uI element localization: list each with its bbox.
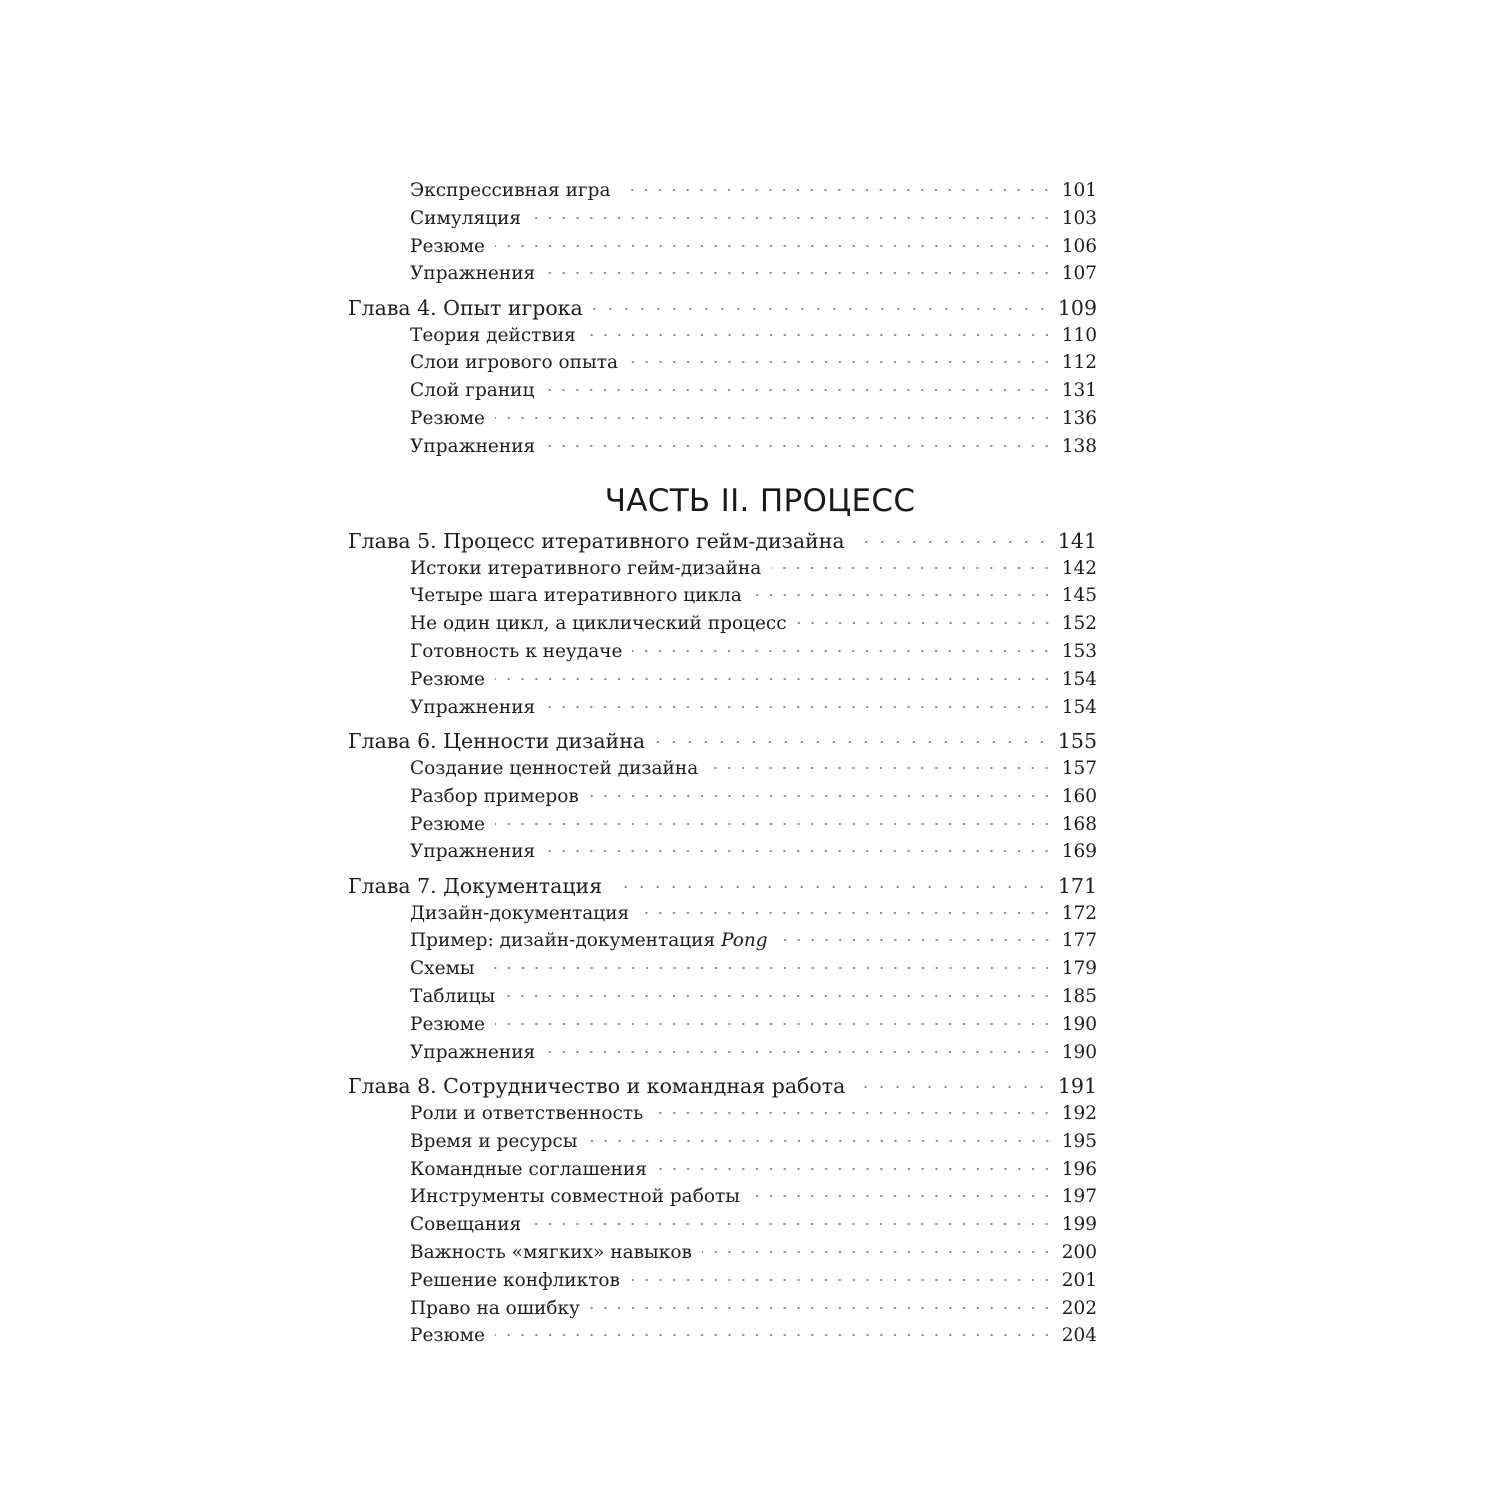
toc-entry (348, 322, 1097, 350)
toc-entry-title: Резюме (410, 813, 485, 835)
toc-entry-page: 153 (1061, 641, 1097, 663)
toc-entry-page: 200 (1061, 1241, 1097, 1263)
toc-entry-page: 199 (1061, 1214, 1097, 1236)
toc-entry (348, 927, 1097, 955)
toc-entry-page: 152 (1061, 613, 1097, 635)
toc-entry (348, 433, 1097, 461)
dot-leader (505, 995, 1053, 997)
toc-entry (348, 349, 1097, 377)
dot-leader (855, 541, 1050, 543)
toc-entry (348, 783, 1097, 811)
dot-leader (495, 678, 1054, 680)
part-heading: ЧАСТЬ II. ПРОЦЕСС (604, 482, 916, 519)
toc-entry-title-italic: Pong (721, 930, 768, 952)
toc-entry (348, 1183, 1097, 1211)
dot-leader (620, 189, 1053, 191)
table-of-contents (348, 177, 1097, 1350)
dot-leader (657, 1168, 1054, 1170)
dot-leader (586, 334, 1054, 336)
toc-entry-page: 154 (1061, 696, 1097, 718)
dot-leader (495, 245, 1054, 247)
chapter-title: Глава 7. Документация (348, 873, 603, 898)
toc-entry-title-text: Пример: дизайн-документация (410, 930, 722, 952)
dot-leader (495, 1023, 1054, 1025)
toc-entry (348, 1011, 1097, 1039)
toc-entry-title: Теория действия (410, 324, 576, 346)
toc-entry (348, 260, 1097, 288)
toc-entry-page: 190 (1061, 1041, 1097, 1063)
toc-entry-title: Резюме (410, 1013, 485, 1035)
toc-entry-title: Инструменты совместной работы (410, 1186, 740, 1208)
dot-leader (750, 1195, 1054, 1197)
toc-entry (348, 233, 1097, 261)
dot-leader (778, 939, 1054, 941)
dot-leader (628, 361, 1054, 363)
toc-entry-title: Экспрессивная игра (410, 180, 611, 201)
toc-entry-page: 192 (1061, 1102, 1097, 1124)
toc-entry-title: Резюме (410, 408, 485, 430)
toc-entry-page: 185 (1061, 986, 1097, 1008)
chapter-entry (348, 294, 1097, 322)
dot-leader (589, 795, 1054, 797)
toc-entry-page: 138 (1061, 435, 1097, 457)
chapter-entry (348, 872, 1097, 900)
chapter-title: Глава 8. Сотрудничество и командная работа (348, 1073, 846, 1098)
dot-leader (593, 308, 1050, 310)
toc-entry-page: 197 (1061, 1186, 1097, 1208)
toc-entry (348, 900, 1097, 928)
toc-entry-title: Роли и ответственность (410, 1102, 644, 1124)
toc-entry (348, 377, 1097, 405)
toc-entry-title (410, 927, 768, 955)
toc-entry-title: Симуляция (410, 207, 522, 229)
dot-leader (797, 622, 1054, 624)
dot-leader (545, 445, 1053, 447)
dot-leader (545, 706, 1053, 708)
toc-entry-page: 195 (1061, 1130, 1097, 1152)
toc-entry-page: 107 (1061, 263, 1097, 285)
chapter-title: Глава 5. Процесс итеративного гейм-дизайна (348, 528, 845, 553)
chapter-page: 141 (1057, 528, 1097, 553)
toc-entry (348, 610, 1097, 638)
toc-entry (348, 1239, 1097, 1267)
chapter-title: Глава 4. Опыт игрока (348, 295, 583, 320)
toc-entry-title: Упражнения (410, 263, 536, 285)
toc-entry-title: Истоки итеративного гейм-дизайна (410, 557, 762, 579)
toc-entry-title: Право на ошибку (410, 1297, 580, 1319)
toc-entry-title: Резюме (410, 235, 485, 257)
toc-entry (348, 1039, 1097, 1067)
toc-entry-page: 157 (1061, 757, 1097, 779)
toc-entry-title: Слой границ (410, 380, 535, 402)
toc-entry (348, 811, 1097, 839)
dot-leader (545, 272, 1053, 274)
toc-entry-title: Упражнения (410, 435, 536, 457)
dot-leader (771, 567, 1053, 569)
toc-entry-title: Таблицы (410, 986, 496, 1008)
toc-entry (348, 666, 1097, 694)
dot-leader (588, 1140, 1054, 1142)
dot-leader (485, 967, 1054, 969)
dot-leader (590, 1307, 1054, 1309)
dot-leader (752, 594, 1054, 596)
toc-entry (348, 405, 1097, 433)
toc-entry-title: Упражнения (410, 1041, 536, 1063)
toc-entry-page: 106 (1061, 235, 1097, 257)
dot-leader (639, 912, 1053, 914)
toc-entry-page: 179 (1061, 958, 1097, 980)
toc-entry-page: 168 (1061, 813, 1097, 835)
toc-entry (348, 1295, 1097, 1323)
toc-entry-page: 112 (1061, 352, 1097, 374)
toc-entry-title: Резюме (410, 668, 485, 690)
toc-entry (348, 983, 1097, 1011)
toc-entry (348, 177, 1097, 205)
toc-entry-page: 145 (1061, 585, 1097, 607)
toc-entry-title: Схемы (410, 958, 475, 980)
dot-leader (632, 650, 1053, 652)
dot-leader (544, 389, 1053, 391)
toc-entry-title: Не один цикл, а циклический процесс (410, 613, 787, 635)
toc-entry-title: Важность «мягких» навыков (410, 1241, 692, 1263)
chapter-entry (348, 527, 1097, 555)
toc-entry-title: Готовность к неудаче (410, 641, 623, 663)
toc-entry-page: 201 (1061, 1269, 1097, 1291)
toc-entry-page: 154 (1061, 668, 1097, 690)
toc-entry (348, 1156, 1097, 1184)
toc-entry (348, 755, 1097, 783)
toc-entry-title: Создание ценностей дизайна (410, 757, 699, 779)
toc-entry (348, 582, 1097, 610)
toc-entry (348, 1128, 1097, 1156)
chapter-page: 191 (1057, 1073, 1097, 1098)
toc-entry-page: 131 (1061, 380, 1097, 402)
dot-leader (545, 1051, 1053, 1053)
toc-entry-title: Решение конфликтов (410, 1269, 620, 1291)
dot-leader (495, 1334, 1054, 1336)
toc-entry-title: Упражнения (410, 841, 536, 863)
toc-entry-title: Время и ресурсы (410, 1130, 578, 1152)
dot-leader (702, 1251, 1054, 1253)
chapter-page: 109 (1057, 295, 1097, 320)
chapter-page: 155 (1057, 728, 1097, 753)
toc-entry-page: 196 (1061, 1158, 1097, 1180)
toc-entry-title: Дизайн-документация (410, 902, 630, 924)
toc-entry-page: 172 (1061, 902, 1097, 924)
toc-entry-page: 204 (1061, 1325, 1097, 1347)
dot-leader (531, 217, 1054, 219)
dot-leader (630, 1279, 1054, 1281)
toc-entry-title: Командные соглашения (410, 1158, 647, 1180)
toc-entry-page: 169 (1061, 841, 1097, 863)
chapter-page: 171 (1057, 873, 1097, 898)
toc-entry-title: Упражнения (410, 696, 536, 718)
toc-entry-title: Слои игрового опыта (410, 352, 618, 374)
toc-entry (348, 555, 1097, 583)
chapter-title: Глава 6. Ценности дизайна (348, 728, 646, 753)
toc-entry-page: 136 (1061, 408, 1097, 430)
toc-entry-page: 177 (1061, 930, 1097, 952)
dot-leader (855, 1086, 1050, 1088)
toc-entry (348, 838, 1097, 866)
dot-leader (545, 850, 1053, 852)
toc-entry-page: 110 (1061, 324, 1097, 346)
toc-entry (348, 955, 1097, 983)
toc-entry (348, 1100, 1097, 1128)
toc-entry (348, 638, 1097, 666)
dot-leader (531, 1223, 1053, 1225)
dot-leader (653, 1112, 1054, 1114)
toc-entry-title: Четыре шага итеративного цикла (410, 585, 742, 607)
toc-entry-page: 202 (1061, 1297, 1097, 1319)
toc-entry-title: Совещания (410, 1214, 522, 1236)
dot-leader (612, 886, 1050, 888)
dot-leader (708, 767, 1053, 769)
dot-leader (495, 417, 1054, 419)
toc-entry-title: Разбор примеров (410, 785, 579, 807)
toc-entry (348, 1322, 1097, 1350)
dot-leader (495, 823, 1054, 825)
toc-entry (348, 694, 1097, 722)
toc-entry (348, 205, 1097, 233)
dot-leader (655, 741, 1050, 743)
toc-entry-page: 101 (1061, 180, 1097, 201)
toc-entry-page: 103 (1061, 207, 1097, 229)
chapter-entry (348, 1072, 1097, 1100)
toc-entry-page: 160 (1061, 785, 1097, 807)
toc-entry (348, 1211, 1097, 1239)
toc-entry (348, 1267, 1097, 1295)
toc-entry-title: Резюме (410, 1325, 485, 1347)
toc-entry-page: 142 (1061, 557, 1097, 579)
toc-entry-page: 190 (1061, 1013, 1097, 1035)
chapter-entry (348, 727, 1097, 755)
